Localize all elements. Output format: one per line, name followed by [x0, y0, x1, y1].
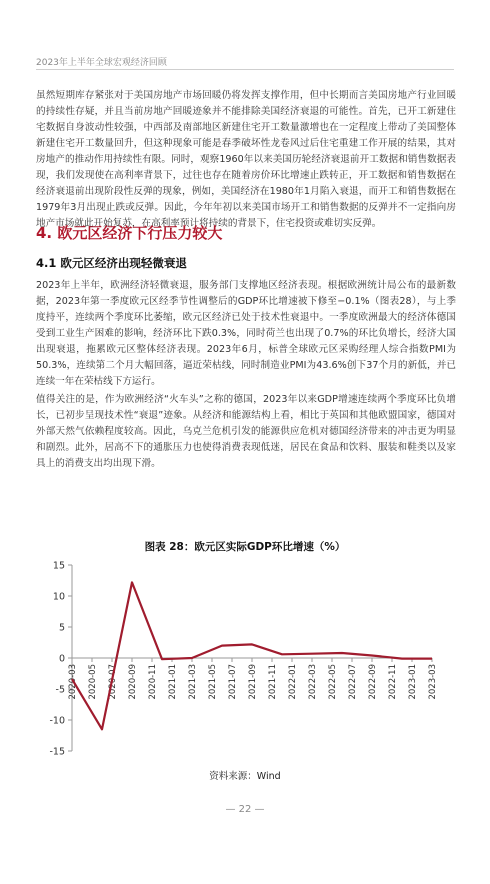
subsection-title: 4.1 欧元区经济出现轻微衰退 — [36, 256, 187, 270]
y-tick-label: 0 — [58, 653, 65, 665]
x-tick-label: 2023-03 — [428, 664, 438, 700]
x-tick-label: 2020-09 — [128, 664, 138, 700]
x-tick-label: 2020-07 — [108, 664, 118, 700]
x-tick-label: 2021-07 — [228, 664, 238, 700]
paragraph-housing: 虽然短期库存紧张对于美国房地产市场回暖仍将发挥支撑作用，但中长期而言美国房地产行业回暖的持续性存疑，并且当前房地产回暖迹象并不能排除美国经济衰退的可能性。首先，已开工新建住宅数据自身波动性较强，中西部及南部地区新建住宅开工数量激增也在一定程度上带动了美国整体新建住宅开工数量回升，但这种现象可能是春季破坏性龙卷风过后住宅重建工作开展的结果，其对房地产的推动作用持续性有限。同时，观察1960年以来美国历轮经济衰退前开工数据和销售数据表现，我们发现使在高利率背景下，过往也存在随着房价环比增速止跌转正，开工数据和销售数据在经济衰退前出现阶段性反弹的现象，例如，美国经济在1980年1月陷入衰退，而开工和销售数据在1979年3月出现止跌或反弹。因此，今年年初以来美国市场开工和销售数据的反弹并不一定指向房地产市场就此开始复苏，在高利率预计将持续的背景下，住宅投资或难切实反弹。 — [36, 90, 456, 229]
x-tick-label: 2021-09 — [248, 664, 258, 700]
page-number: — 22 — — [225, 804, 265, 815]
x-tick-label: 2022-07 — [348, 664, 358, 700]
y-tick-label: -10 — [49, 715, 65, 727]
gdp-line-chart — [0, 555, 490, 765]
section-title: 4. 欧元区经济下行压力较大 — [36, 224, 223, 242]
page-header: 2023年上半年全球宏观经济回顾 — [36, 58, 167, 68]
x-tick-label: 2023-01 — [408, 664, 418, 700]
x-tick-label: 2021-03 — [188, 664, 198, 700]
chart-source: 资料来源：Wind — [209, 771, 281, 782]
x-tick-label: 2022-11 — [388, 664, 398, 700]
x-tick-label: 2020-11 — [148, 664, 158, 700]
y-tick-label: 10 — [52, 591, 65, 603]
x-tick-label: 2021-11 — [268, 664, 278, 700]
y-tick-label: 15 — [52, 560, 65, 572]
x-tick-label: 2022-01 — [288, 664, 298, 700]
y-tick-label: -15 — [49, 746, 65, 758]
x-tick-label: 2021-01 — [168, 664, 178, 700]
x-tick-label: 2020-05 — [88, 664, 98, 700]
x-tick-label: 2020-03 — [68, 664, 78, 700]
y-tick-label: -5 — [55, 684, 65, 696]
chart-title: 图表 28：欧元区实际GDP环比增速（%） — [144, 541, 346, 553]
gdp-series-line — [72, 582, 432, 729]
x-tick-label: 2022-05 — [328, 664, 338, 700]
paragraph-germany: 值得关注的是，作为欧洲经济“火车头”之称的德国，2023年以来GDP增速连续两个季度环比负增长，已初步呈现技术性“衰退”迹象。从经济和能源结构上看，相比于英国和其他欧盟国家，德国对外部天然气依赖程度较高。因此，乌克兰危机引发的能源供应危机对德国经济带来的冲击更为明显和剧烈。此外，居高不下的通胀压力也使得消费表现低迷，居民在食品和饮料、服装和鞋类以及家具上的消费支出均出现下滑。 — [36, 394, 456, 469]
y-tick-label: 5 — [58, 622, 65, 634]
header-divider — [36, 69, 454, 70]
x-tick-label: 2022-09 — [368, 664, 378, 700]
x-tick-label: 2021-05 — [208, 664, 218, 700]
paragraph-eurozone: 2023年上半年，欧洲经济轻微衰退，服务部门支撑地区经济表现。根据欧洲统计局公布的最新数据，2023年第一季度欧元区经季节性调整后的GDP环比增速被下修至−0.1%（图表28），与上季度持平，连续两个季度环比萎缩，欧元区经济已处于技术性衰退中。一季度欧洲最大的经济体德国受到工业生产困难的影响，经济环比下跌0.3%，同时荷兰也出现了0.7%的环比负增长，经济大国出现衰退，拖累欧元区整体经济表现。2023年6月，标普全球欧元区采购经理人综合指数PMI为50.3%，连续第二个月大幅回落，逼近荣枯线，同时制造业PMI为43.6%创下37个月的新低，并已连续一年在荣枯线下方运行。 — [36, 280, 456, 387]
x-tick-label: 2022-03 — [308, 664, 318, 700]
